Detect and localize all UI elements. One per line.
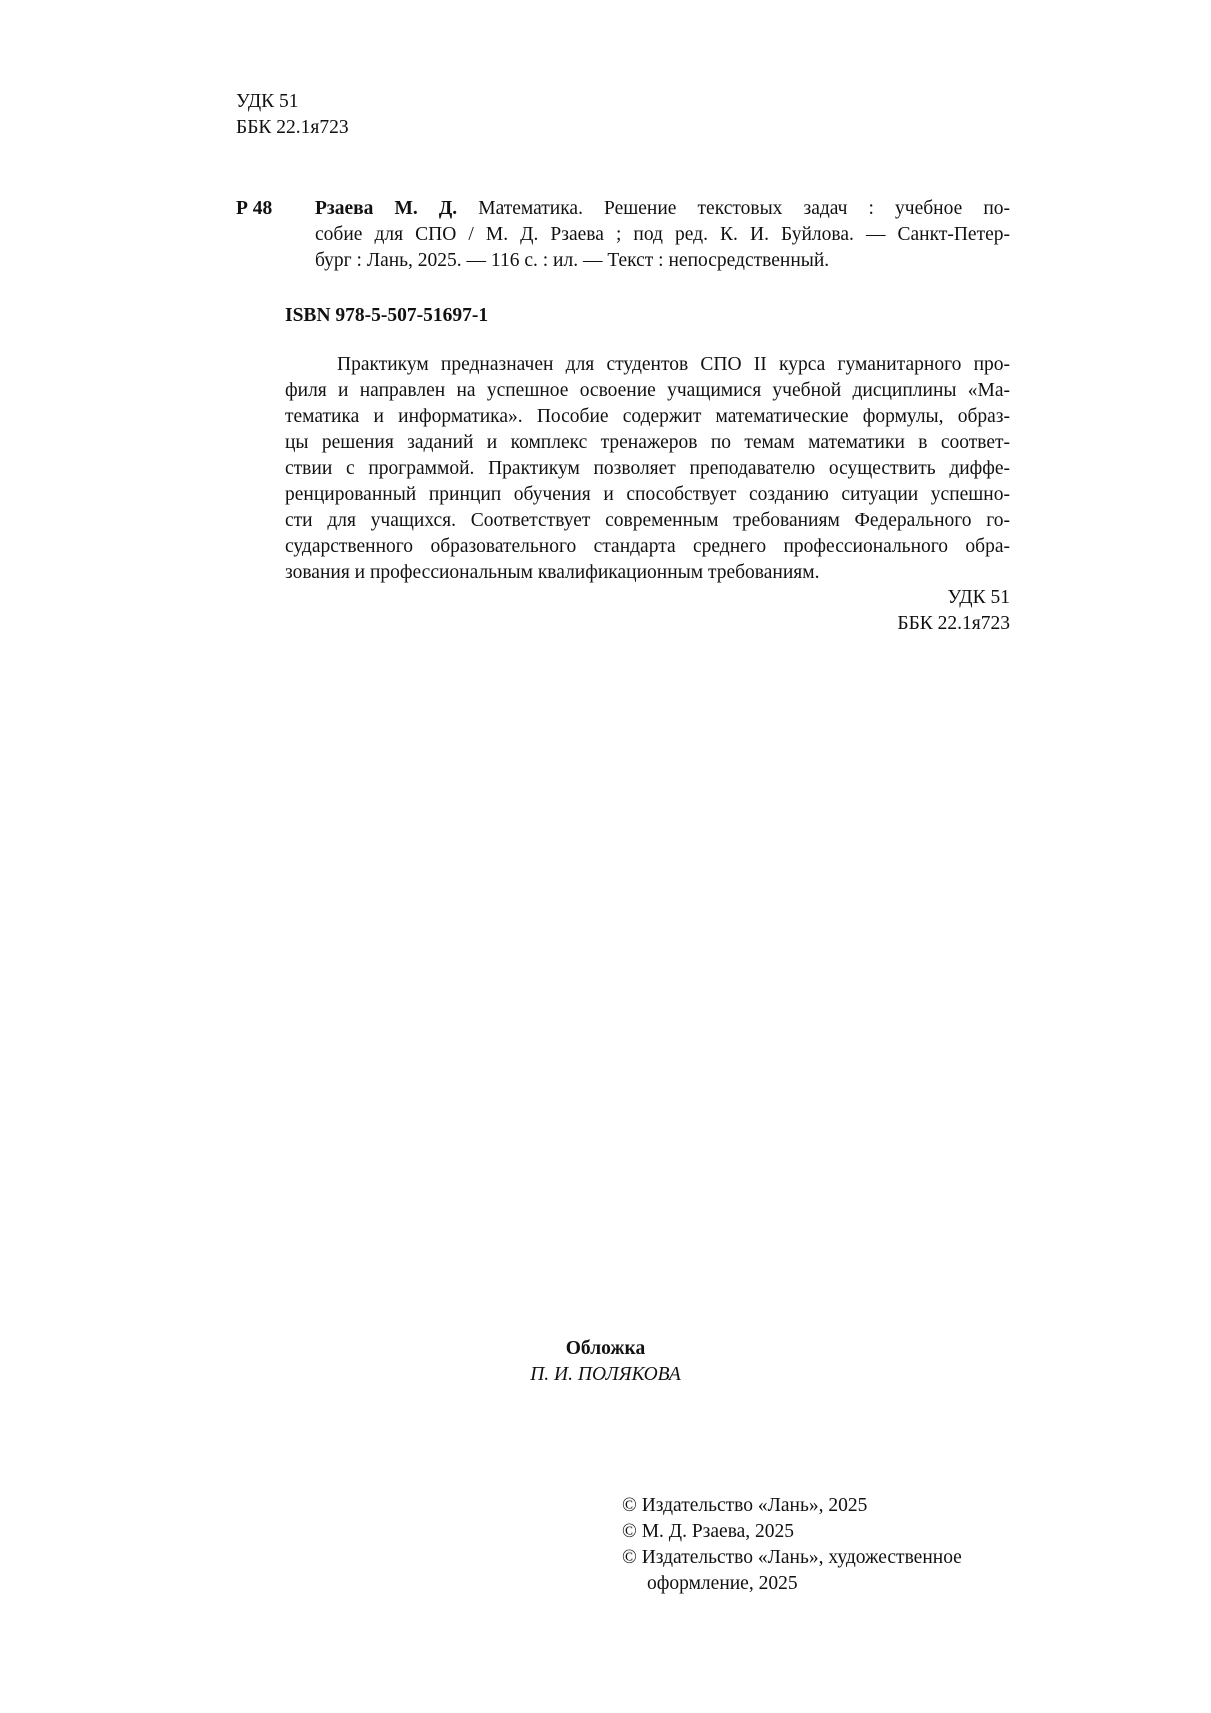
annotation-line: ствии с программой. Практикум позволяет преподавателю осуществить диффе- (285, 458, 1010, 479)
author-name: Рзаева М. Д. (315, 198, 458, 219)
author-mark: Р 48 (236, 198, 273, 219)
copyright-line: © Издательство «Лань», художественное (622, 1547, 962, 1568)
annotation-line: тематика и информатика». Пособие содержит математические формулы, образ- (285, 406, 1010, 427)
annotation-line: Практикум предназначен для студентов СПО II курса гуманитарного про- (337, 354, 1010, 375)
catalog-line-text: Математика. Решение текстовых задач : учебное по- (478, 198, 1010, 219)
udk-code: УДК 51 (236, 91, 299, 112)
annotation (285, 352, 1010, 586)
bibliographic-description (315, 196, 1010, 274)
cover-designer: П. И. ПОЛЯКОВА (530, 1364, 681, 1385)
catalog-line: собие для СПО / М. Д. Рзаева ; под ред. К. И. Буйлова. — Санкт-Петер- (315, 224, 1010, 245)
catalog-record (236, 196, 1010, 274)
annotation-line: филя и направлен на успешное освоение учащимися учебной дисциплины «Ма- (285, 380, 1010, 401)
bbk-code: ББК 22.1я723 (236, 117, 349, 138)
annotation-line: сударственного образовательного стандарта среднего профессионального обра- (285, 536, 1010, 557)
udk-code: УДК 51 (947, 587, 1010, 608)
bbk-code: ББК 22.1я723 (897, 613, 1010, 634)
annotation-line: цы решения заданий и комплекс тренажеров по темам математики в соответ- (285, 432, 1010, 453)
catalog-line: бург : Лань, 2025. — 116 с. : ил. — Текст : непосредственный. (315, 250, 830, 271)
annotation-line: ренцированный принцип обучения и способствует созданию ситуации успешно- (285, 484, 1010, 505)
catalog-line (315, 196, 1010, 222)
copyright-line: © Издательство «Лань», 2025 (622, 1495, 868, 1516)
annotation-line: зования и профессиональным квалификационным требованиям. (285, 562, 820, 583)
cover-label: Обложка (565, 1338, 646, 1359)
copyright-block (622, 1493, 962, 1597)
annotation-line: сти для учащихся. Соответствует современным требованиям Федерального го- (285, 510, 1010, 531)
copyright-line: © М. Д. Рзаева, 2025 (622, 1521, 795, 1542)
classification-block-bottom (897, 585, 1010, 637)
classification-block-top (236, 89, 349, 141)
isbn: ISBN 978-5-507-51697-1 (285, 305, 489, 326)
copyright-line-continuation: оформление, 2025 (647, 1573, 798, 1594)
cover-credit (0, 1336, 1211, 1388)
